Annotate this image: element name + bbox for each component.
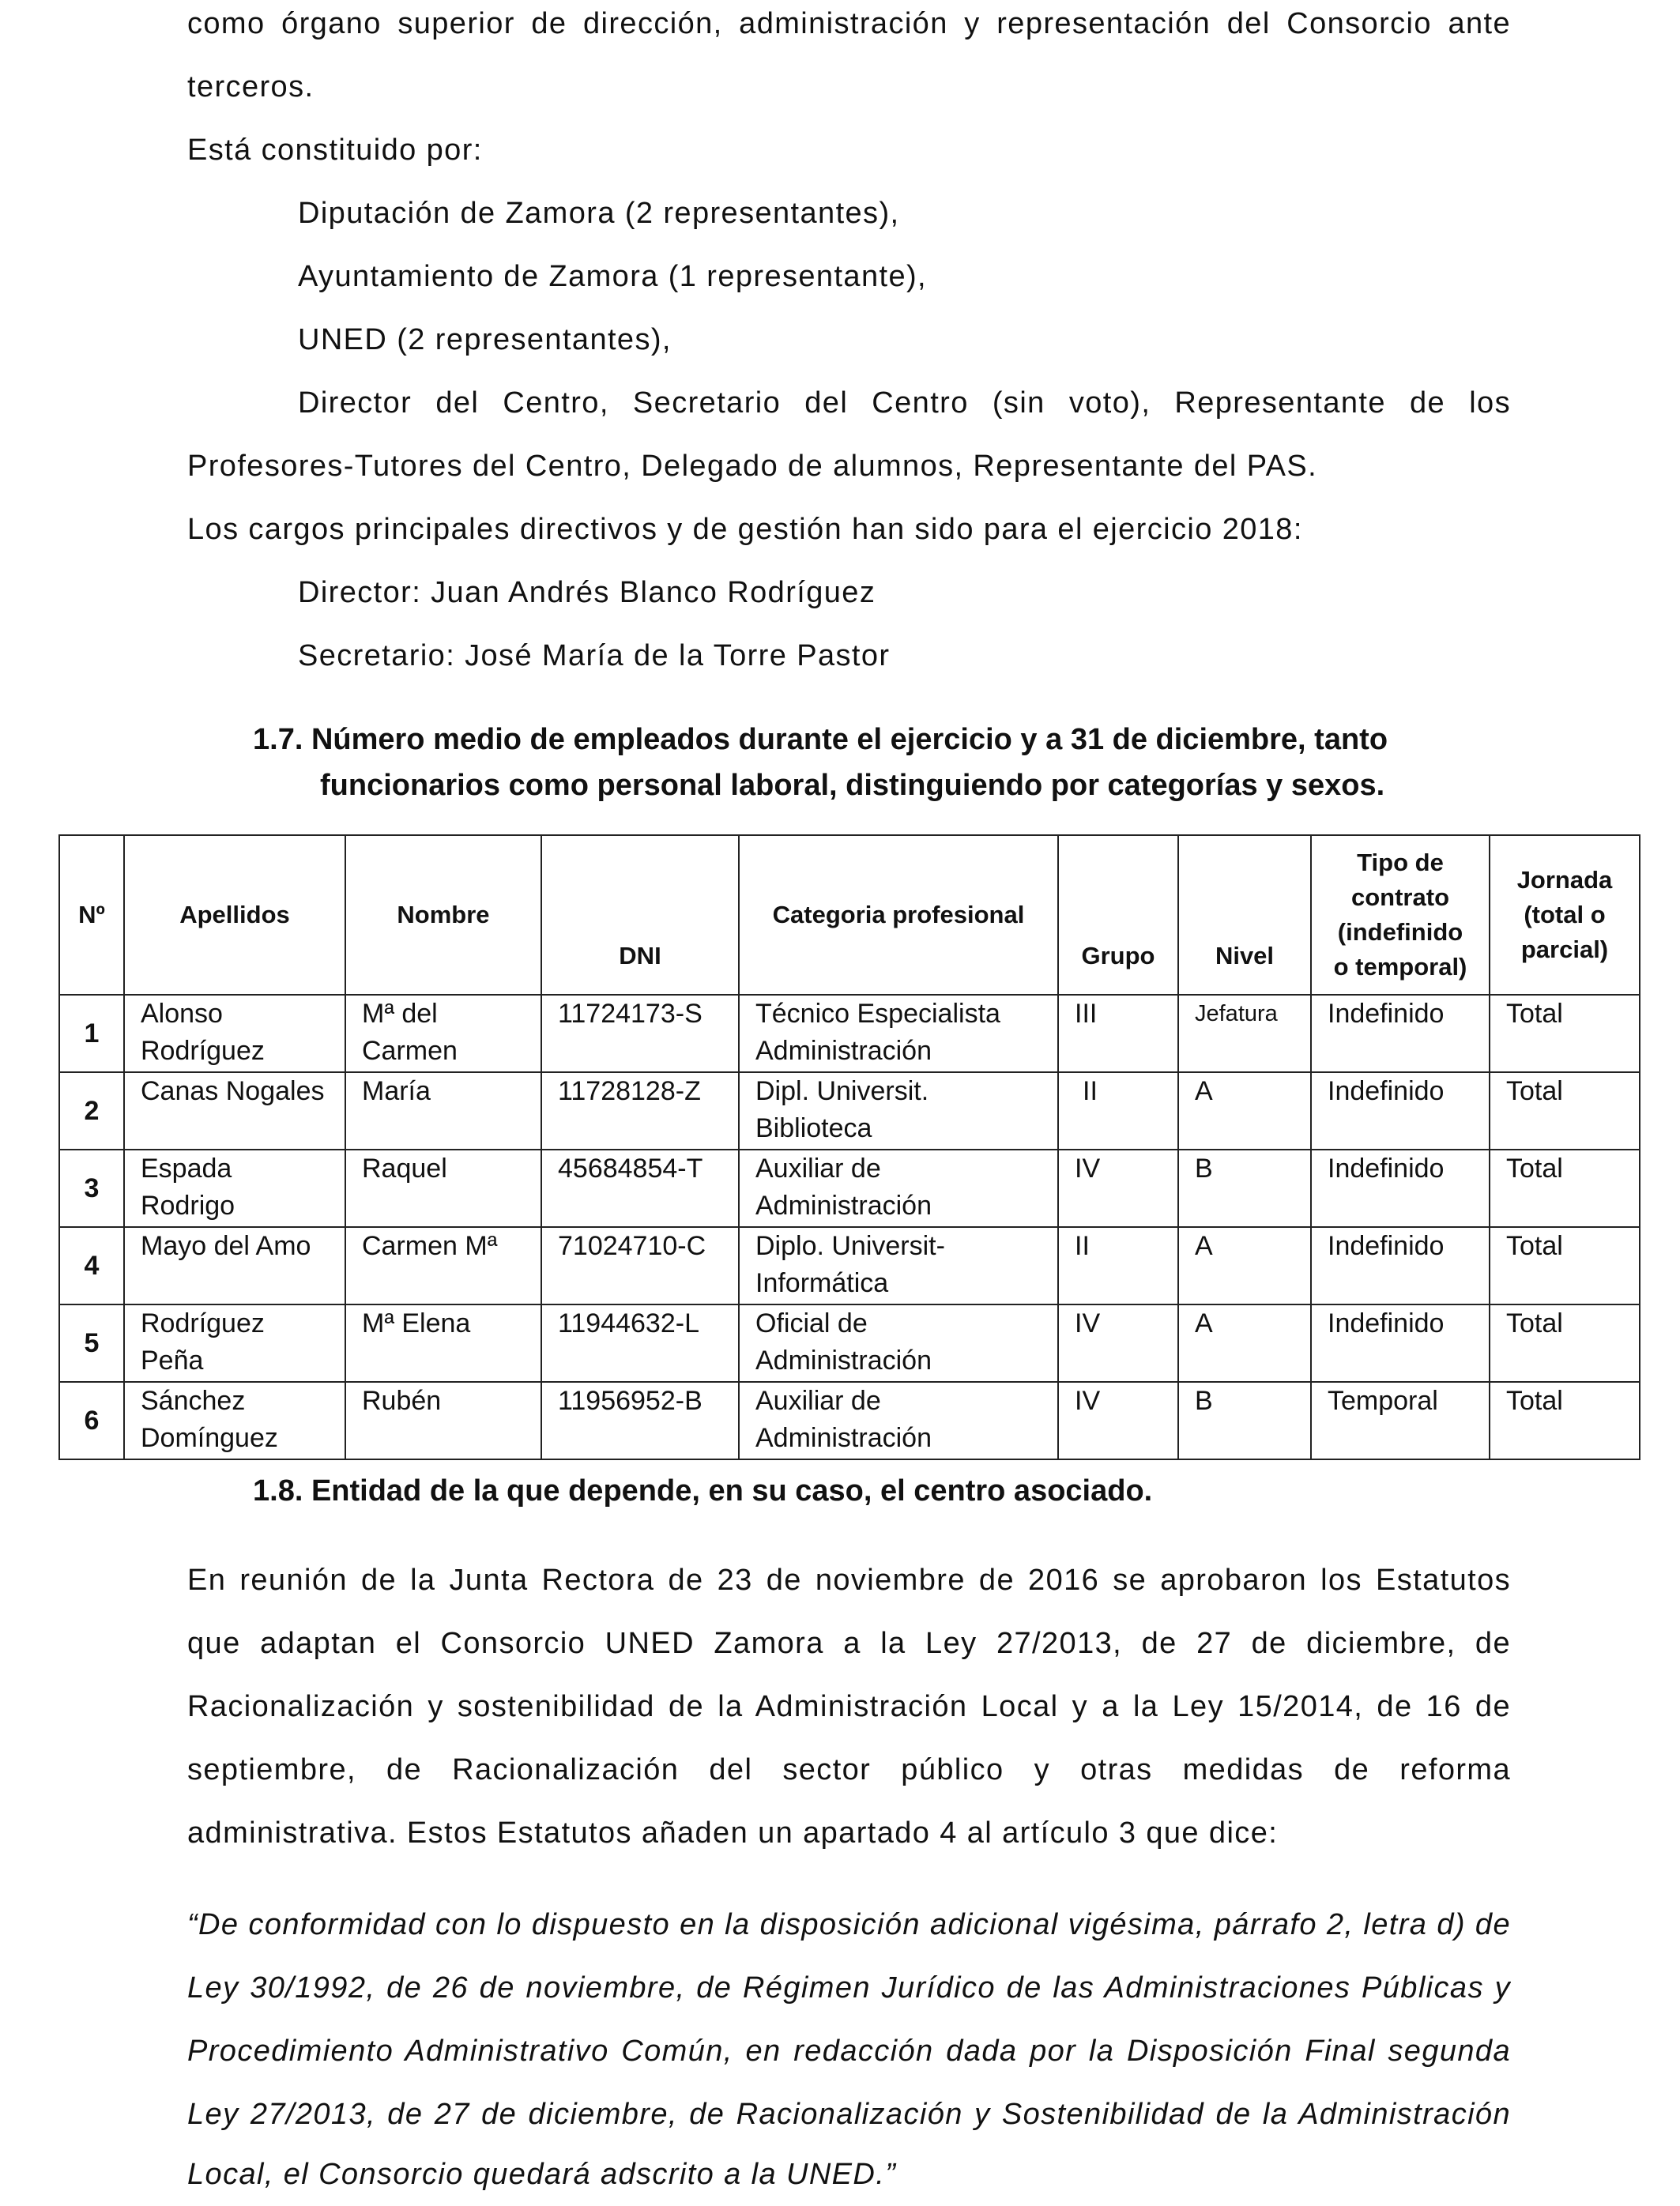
header-nombre: Nombre bbox=[345, 835, 541, 995]
header-tipo-line: Tipo de bbox=[1357, 849, 1444, 876]
cell-tipo: Indefinido bbox=[1311, 995, 1490, 1072]
body-text-line: terceros. bbox=[187, 70, 315, 104]
cell-line: Diplo. Universit- bbox=[755, 1231, 945, 1261]
cell-num: 5 bbox=[59, 1304, 124, 1382]
header-jornada-line: (total o bbox=[1524, 901, 1606, 928]
cell-dni: 11944632-L bbox=[541, 1304, 739, 1382]
cell-line: Rubén bbox=[362, 1386, 442, 1416]
body-text-line: septiembre, de Racionalización del sector público y otras medidas de reforma bbox=[187, 1753, 1511, 1786]
cell-line: Rodríguez bbox=[141, 1308, 265, 1338]
cell-line: Carmen Mª bbox=[362, 1231, 498, 1261]
cell-nivel: B bbox=[1178, 1150, 1311, 1227]
cell-tipo: Indefinido bbox=[1311, 1150, 1490, 1227]
cargo-item: Director: Juan Andrés Blanco Rodríguez bbox=[298, 576, 876, 609]
header-nivel: Nivel bbox=[1178, 835, 1311, 995]
quote-line: Ley 27/2013, de 27 de diciembre, de Racionalización y Sostenibilidad de la Administración bbox=[187, 2098, 1511, 2131]
cell-line: Raquel bbox=[362, 1154, 447, 1184]
cell-apellidos bbox=[124, 1227, 345, 1304]
cell-apellidos bbox=[124, 1072, 345, 1150]
cell-grupo: II bbox=[1058, 1227, 1178, 1304]
cell-line: Administración bbox=[755, 1191, 932, 1221]
section-heading: 1.8. Entidad de la que depende, en su caso, el centro asociado. bbox=[253, 1474, 1153, 1508]
cell-nivel: A bbox=[1178, 1304, 1311, 1382]
header-jornada-line: Jornada bbox=[1516, 866, 1613, 894]
cell-grupo: II bbox=[1058, 1072, 1178, 1150]
cargo-item: Secretario: José María de la Torre Pastor bbox=[298, 639, 891, 672]
header-tipo-line: contrato bbox=[1351, 883, 1449, 911]
body-text-line: administrativa. Estos Estatutos añaden un apartado 4 al artículo 3 que dice: bbox=[187, 1816, 1279, 1850]
body-text-line: Los cargos principales directivos y de gestión han sido para el ejercicio 2018: bbox=[187, 513, 1303, 546]
cell-apellidos bbox=[124, 995, 345, 1072]
quote-line: “De conformidad con lo dispuesto en la disposición adicional vigésima, párrafo 2, letra d) de bbox=[187, 1908, 1511, 1941]
cell-nombre bbox=[345, 1382, 541, 1459]
cell-jornada: Total bbox=[1490, 1227, 1640, 1304]
header-tipo-line: (indefinido bbox=[1337, 918, 1463, 946]
cell-line: Administración bbox=[755, 1346, 932, 1376]
cell-jornada: Total bbox=[1490, 1072, 1640, 1150]
cell-grupo: IV bbox=[1058, 1150, 1178, 1227]
body-text-line: como órgano superior de dirección, administración y representación del Consorcio ante bbox=[187, 7, 1511, 40]
cell-line: Mayo del Amo bbox=[141, 1231, 311, 1261]
cell-line: Técnico Especialista bbox=[755, 999, 1000, 1029]
cell-line: Biblioteca bbox=[755, 1113, 872, 1143]
cell-line: Administración bbox=[755, 1423, 932, 1453]
body-text-line: Está constituido por: bbox=[187, 134, 483, 167]
member-item: Ayuntamiento de Zamora (1 representante), bbox=[298, 260, 927, 293]
cell-dni: 71024710-C bbox=[541, 1227, 739, 1304]
table-header-row bbox=[59, 835, 1640, 995]
cell-line: Auxiliar de bbox=[755, 1154, 881, 1184]
cell-line: Espada bbox=[141, 1154, 232, 1184]
cell-categoria bbox=[739, 1304, 1058, 1382]
cell-nivel: Jefatura bbox=[1178, 995, 1311, 1072]
cell-tipo: Indefinido bbox=[1311, 1304, 1490, 1382]
cell-dni: 11728128-Z bbox=[541, 1072, 739, 1150]
header-categoria: Categoria profesional bbox=[739, 835, 1058, 995]
quote-line: Local, el Consorcio quedará adscrito a la UNED.” bbox=[187, 2158, 897, 2191]
body-text-line: Racionalización y sostenibilidad de la Administración Local y a la Ley 15/2014, de 16 de bbox=[187, 1690, 1511, 1723]
cell-nombre bbox=[345, 1150, 541, 1227]
member-item: Diputación de Zamora (2 representantes), bbox=[298, 197, 900, 230]
cell-nivel: B bbox=[1178, 1382, 1311, 1459]
cell-jornada: Total bbox=[1490, 1304, 1640, 1382]
cell-nivel: A bbox=[1178, 1072, 1311, 1150]
header-apellidos: Apellidos bbox=[124, 835, 345, 995]
section-heading: funcionarios como personal laboral, distinguiendo por categorías y sexos. bbox=[320, 769, 1385, 802]
cell-line: Oficial de bbox=[755, 1308, 868, 1338]
cell-nombre bbox=[345, 1072, 541, 1150]
cell-apellidos bbox=[124, 1150, 345, 1227]
cell-apellidos bbox=[124, 1304, 345, 1382]
cell-num: 6 bbox=[59, 1382, 124, 1459]
cell-apellidos bbox=[124, 1382, 345, 1459]
cell-categoria bbox=[739, 1150, 1058, 1227]
cell-dni: 45684854-T bbox=[541, 1150, 739, 1227]
member-item: Director del Centro, Secretario del Centro (sin voto), Representante de los bbox=[298, 386, 1511, 420]
cell-line: Auxiliar de bbox=[755, 1386, 881, 1416]
cell-dni: 11724173-S bbox=[541, 995, 739, 1072]
cell-tipo: Indefinido bbox=[1311, 1072, 1490, 1150]
employees-table bbox=[58, 834, 1640, 1460]
cell-tipo: Indefinido bbox=[1311, 1227, 1490, 1304]
cell-jornada: Total bbox=[1490, 995, 1640, 1072]
cell-line: Mª del bbox=[362, 999, 438, 1029]
cell-line: Peña bbox=[141, 1346, 204, 1376]
cell-line: Sánchez bbox=[141, 1386, 246, 1416]
cell-line: Administración bbox=[755, 1036, 932, 1066]
cell-grupo: IV bbox=[1058, 1304, 1178, 1382]
cell-num: 1 bbox=[59, 995, 124, 1072]
cell-line: Rodrigo bbox=[141, 1191, 235, 1221]
cell-nombre bbox=[345, 1304, 541, 1382]
body-text-line: Profesores-Tutores del Centro, Delegado de alumnos, Representante del PAS. bbox=[187, 450, 1318, 483]
cell-dni: 11956952-B bbox=[541, 1382, 739, 1459]
cell-line: Informática bbox=[755, 1268, 889, 1298]
quote-line: Ley 30/1992, de 26 de noviembre, de Régimen Jurídico de las Administraciones Públicas y bbox=[187, 1971, 1511, 2005]
cell-line: Rodríguez bbox=[141, 1036, 265, 1066]
cell-line: Dipl. Universit. bbox=[755, 1076, 929, 1106]
table-row bbox=[59, 1150, 1640, 1227]
cell-grupo: III bbox=[1058, 995, 1178, 1072]
header-grupo: Grupo bbox=[1058, 835, 1178, 995]
cell-nivel: A bbox=[1178, 1227, 1311, 1304]
quote-line: Procedimiento Administrativo Común, en redacción dada por la Disposición Final segunda bbox=[187, 2035, 1511, 2068]
table-row bbox=[59, 1382, 1640, 1459]
header-tipo-contrato bbox=[1311, 835, 1490, 995]
cell-jornada: Total bbox=[1490, 1150, 1640, 1227]
cell-line: Domínguez bbox=[141, 1423, 278, 1453]
header-jornada-line: parcial) bbox=[1520, 935, 1609, 963]
table-row bbox=[59, 1227, 1640, 1304]
cell-tipo: Temporal bbox=[1311, 1382, 1490, 1459]
table-row bbox=[59, 995, 1640, 1072]
cell-categoria bbox=[739, 1382, 1058, 1459]
cell-num: 4 bbox=[59, 1227, 124, 1304]
table-row bbox=[59, 1304, 1640, 1382]
body-text-line: En reunión de la Junta Rectora de 23 de noviembre de 2016 se aprobaron los Estatutos bbox=[187, 1564, 1511, 1597]
cell-categoria bbox=[739, 1072, 1058, 1150]
cell-line: Alonso bbox=[141, 999, 223, 1029]
member-item: UNED (2 representantes), bbox=[298, 323, 672, 356]
cell-categoria bbox=[739, 995, 1058, 1072]
cell-categoria bbox=[739, 1227, 1058, 1304]
body-text-line: que adaptan el Consorcio UNED Zamora a la Ley 27/2013, de 27 de diciembre, de bbox=[187, 1627, 1511, 1660]
cell-nombre bbox=[345, 1227, 541, 1304]
cell-jornada: Total bbox=[1490, 1382, 1640, 1459]
header-tipo-line: o temporal) bbox=[1333, 953, 1467, 981]
cell-line: Mª Elena bbox=[362, 1308, 471, 1338]
section-heading: 1.7. Número medio de empleados durante el ejercicio y a 31 de diciembre, tanto bbox=[253, 723, 1388, 756]
cell-num: 3 bbox=[59, 1150, 124, 1227]
header-jornada bbox=[1490, 835, 1640, 995]
cell-num: 2 bbox=[59, 1072, 124, 1150]
cell-grupo: IV bbox=[1058, 1382, 1178, 1459]
cell-line: María bbox=[362, 1076, 431, 1106]
header-dni: DNI bbox=[541, 835, 739, 995]
header-num: Nº bbox=[59, 835, 124, 995]
table-row bbox=[59, 1072, 1640, 1150]
cell-line: Carmen bbox=[362, 1036, 458, 1066]
cell-line: Canas Nogales bbox=[141, 1076, 325, 1106]
cell-nombre bbox=[345, 995, 541, 1072]
